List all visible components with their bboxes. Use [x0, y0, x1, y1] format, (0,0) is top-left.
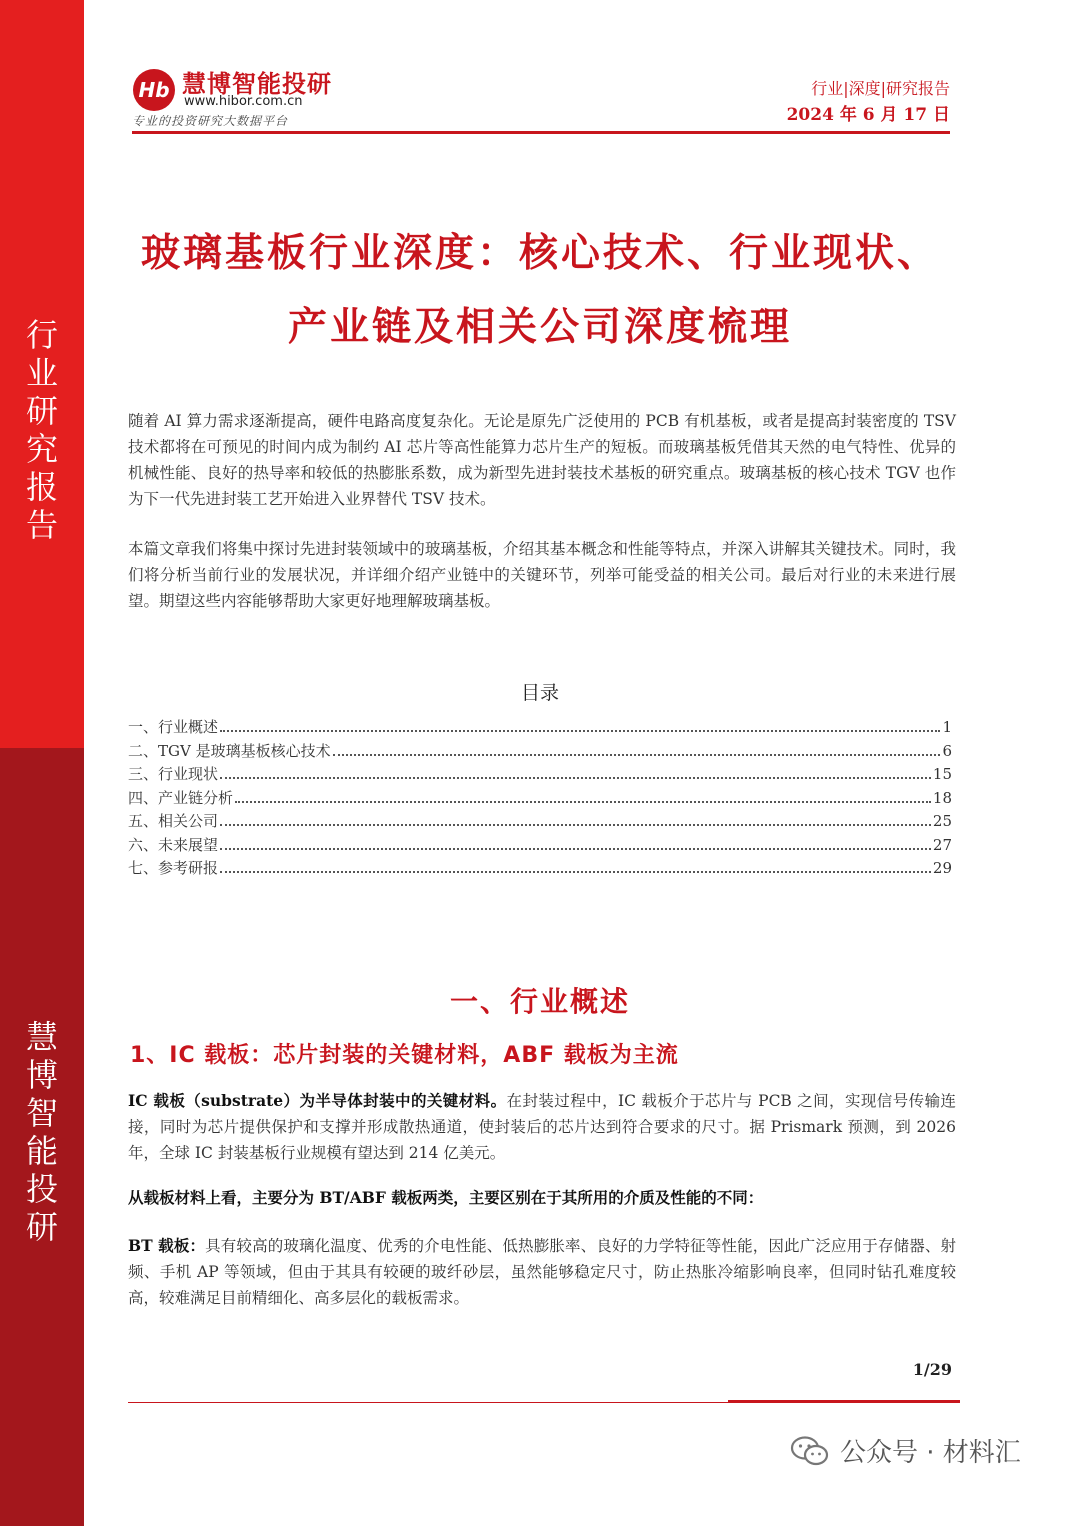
sidebar-brand-text: 慧 博 智 能 投 研 — [25, 1018, 58, 1246]
toc-leader — [220, 848, 931, 850]
body-paragraph-3: BT 载板：具有较高的玻璃化温度、优秀的介电性能、低热膨胀率、良好的力学特征等性能，因此广泛应用于存储器、射频、手机 AP 等领域，但由于其具有较硬的玻纤砂层，虽然能够稳定尺寸，防止热胀冷缩影响良率，但同时钻孔难度较高，较难满足目前精细化、高多层化的载板需求。 — [128, 1236, 956, 1307]
report-category: 行业|深度|研究报告 — [811, 79, 950, 98]
body-paragraph-2 — [128, 1185, 956, 1211]
svg-text:Hb: Hb — [138, 78, 170, 102]
toc-item[interactable]: 三、行业现状 15 — [128, 765, 952, 783]
toc-leader — [220, 824, 931, 826]
paragraph-lead: IC 载板（substrate）为半导体封装中的关键材料。 — [128, 1091, 507, 1110]
report-title-line-2: 产业链及相关公司深度梳理 — [287, 305, 792, 350]
body-paragraph-1: IC 载板（substrate）为半导体封装中的关键材料。在封装过程中，IC 载板介于芯片与 PCB 之间，实现信号传输连接，同时为芯片提供保护和支撑并形成散热通道，使封装后的芯片达到符合要求的尺寸。据 Prismark 预测，到 2026 年，全球 IC 封装基板行业规模有望达到 214 亿美元。 — [128, 1091, 957, 1162]
subsection-heading: 1、IC 载板：芯片封装的关键材料，ABF 载板为主流 — [130, 1043, 679, 1068]
header-divider — [132, 131, 950, 134]
toc-leader — [235, 801, 931, 803]
table-of-contents — [128, 716, 952, 881]
paragraph-lead: 从载板材料上看，主要分为 BT/ABF 载板两类，主要区别在于其所用的介质及性能的不同： — [128, 1188, 764, 1207]
toc-item[interactable]: 六、未来展望 27 — [128, 835, 952, 854]
watermark-text: 公众号 · 材料汇 — [840, 1438, 1021, 1468]
brand-name: 慧博智能投研 — [182, 70, 332, 98]
toc-title: 目录 — [520, 682, 559, 704]
brand-url: www.hibor.com.cn — [184, 94, 303, 109]
page-number: 1/29 — [912, 1360, 952, 1379]
brand-logo — [132, 64, 372, 126]
toc-item[interactable]: 七、参考研报 29 — [128, 859, 952, 877]
wechat-watermark — [790, 1432, 1021, 1469]
report-title-line-1: 玻璃基板行业深度：核心技术、行业现状、 — [140, 231, 939, 276]
toc-item[interactable]: 一、行业概述 1 — [128, 718, 952, 736]
footer-divider — [128, 1400, 960, 1403]
sidebar — [0, 0, 84, 1526]
toc-item[interactable]: 五、相关公司 25 — [128, 812, 952, 830]
intro-paragraph-1: 随着 AI 算力需求逐渐提高，硬件电路高度复杂化。无论是原先广泛使用的 PCB 有机基板，或者是提高封装密度的 TSV 技术都将在可预见的时间内成为制约 AI 芯片等高性能算力芯片生产的短板。而玻璃基板凭借其天然的电气特性、优异的机械性能、良好的热导率和较低的热膨胀系数，成为新型先进封装技术基板的研究重点。玻璃基板的核心技术 TGV 也作为下一代先进封装工艺开始进入业界替代 TSV 技术。 — [128, 412, 956, 508]
hibor-logo-icon — [132, 68, 176, 112]
section-heading: 一、行业概述 — [449, 985, 630, 1018]
toc-leader — [220, 871, 931, 873]
toc-leader — [333, 754, 941, 756]
toc-leader — [220, 730, 940, 732]
brand-slogan: 专业的投资研究大数据平台 — [132, 114, 289, 128]
intro-paragraph-2: 本篇文章我们将集中探讨先进封装领域中的玻璃基板，介绍其基本概念和性能等特点，并深入讲解其关键技术。同时，我们将分析当前行业的发展状况，并详细介绍产业链中的关键环节，列举可能受益的相关公司。最后对行业的未来进行展望。期望这些内容能够帮助大家更好地理解玻璃基板。 — [128, 540, 956, 610]
toc-item[interactable]: 四、产业链分析 18 — [128, 788, 952, 807]
toc-item[interactable]: 二、TGV 是玻璃基板核心技术 6 — [128, 741, 952, 760]
wechat-icon — [790, 1435, 830, 1467]
toc-leader — [220, 777, 931, 779]
report-header-meta — [787, 78, 950, 128]
sidebar-report-type-text: 行 业 研 究 报 告 — [25, 316, 58, 544]
report-date: 2024 年 6 月 17 日 — [786, 105, 950, 125]
paragraph-lead: BT 载板： — [128, 1236, 206, 1255]
